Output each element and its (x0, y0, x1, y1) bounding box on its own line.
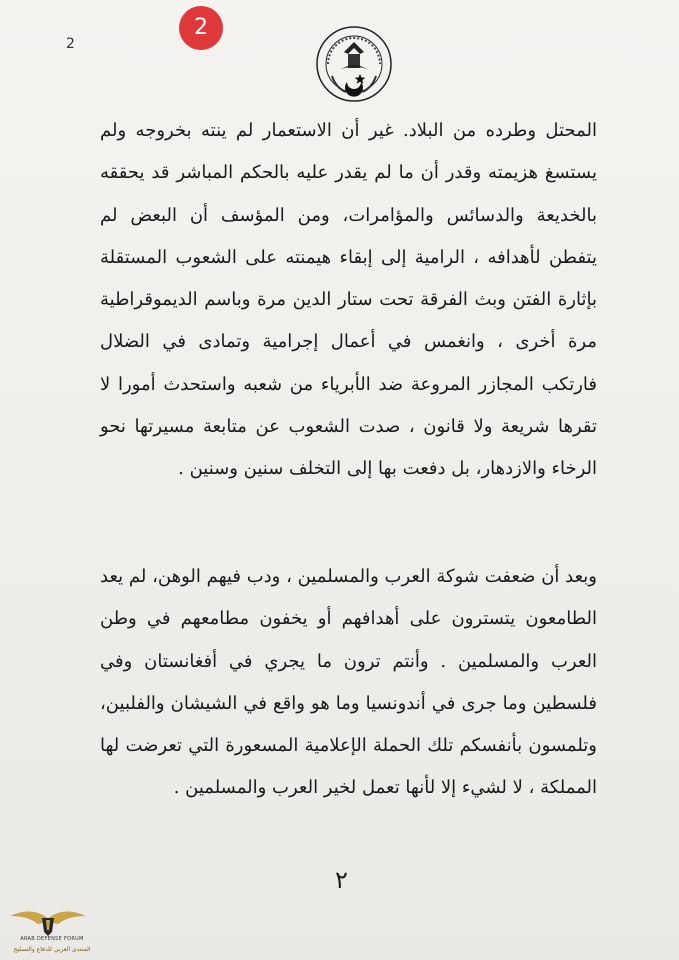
forum-name-arabic: المنتدى العربي للدفاع والتسليح (13, 946, 91, 953)
page-badge-number: 2 (194, 15, 208, 40)
page-badge (179, 6, 223, 50)
page-number: 2 (66, 36, 75, 52)
body-paragraph-1: المحتل وطرده من البلاد. غير أن الاستعمار لم ينته بخروجه ولم يستسغ هزيمته وقدر أن ما لم يقدر عليه بالحكم المباشر قد يحققه بالخديعة والدسائس والمؤامرات، ومن المؤسف أن البعض لم يتفطن لأهدافه ، الرامية إلى إبقاء هيمنته على الشعوب المستقلة بإثارة الفتن وبث الفرقة تحت ستار الدين مرة وباسم الديموقراطية مرة أخرى ، وانغمس في أعمال إجرامية وتمادى في الضلال فارتكب المجازر المروعة ضد الأبرياء من شعبه واستحدث أمورا لا تقرها شريعة ولا قانون ، صدت الشعوب عن متابعة مسيرتها نحو الرخاء والازدهار، بل دفعت بها إلى التخلف سنين وسنين . (100, 120, 597, 480)
body-paragraph-2: وبعد أن ضعفت شوكة العرب والمسلمين ، ودب فيهم الوهن، لم يعد الطامعون يتسترون على أهدافهم أو يخفون مطامعهم في وطن العرب والمسلمين . وأنتم ترون ما يجري في أفغانستان وفي فلسطين وما جرى في أندونسيا وما هو واقع في الشيشان والفلبين، وتلمسون بأنفسكم تلك الحملة الإعلامية المسعورة التي تعرضت لها المملكة ، لا لشيء إلا لأنها تعمل لخير العرب والمسلمين . (100, 566, 597, 799)
handwritten-page-number: ٢ (335, 866, 348, 894)
algeria-state-emblem-icon (314, 24, 394, 104)
forum-name-english: ARAB DEFENSE FORUM (20, 936, 84, 942)
